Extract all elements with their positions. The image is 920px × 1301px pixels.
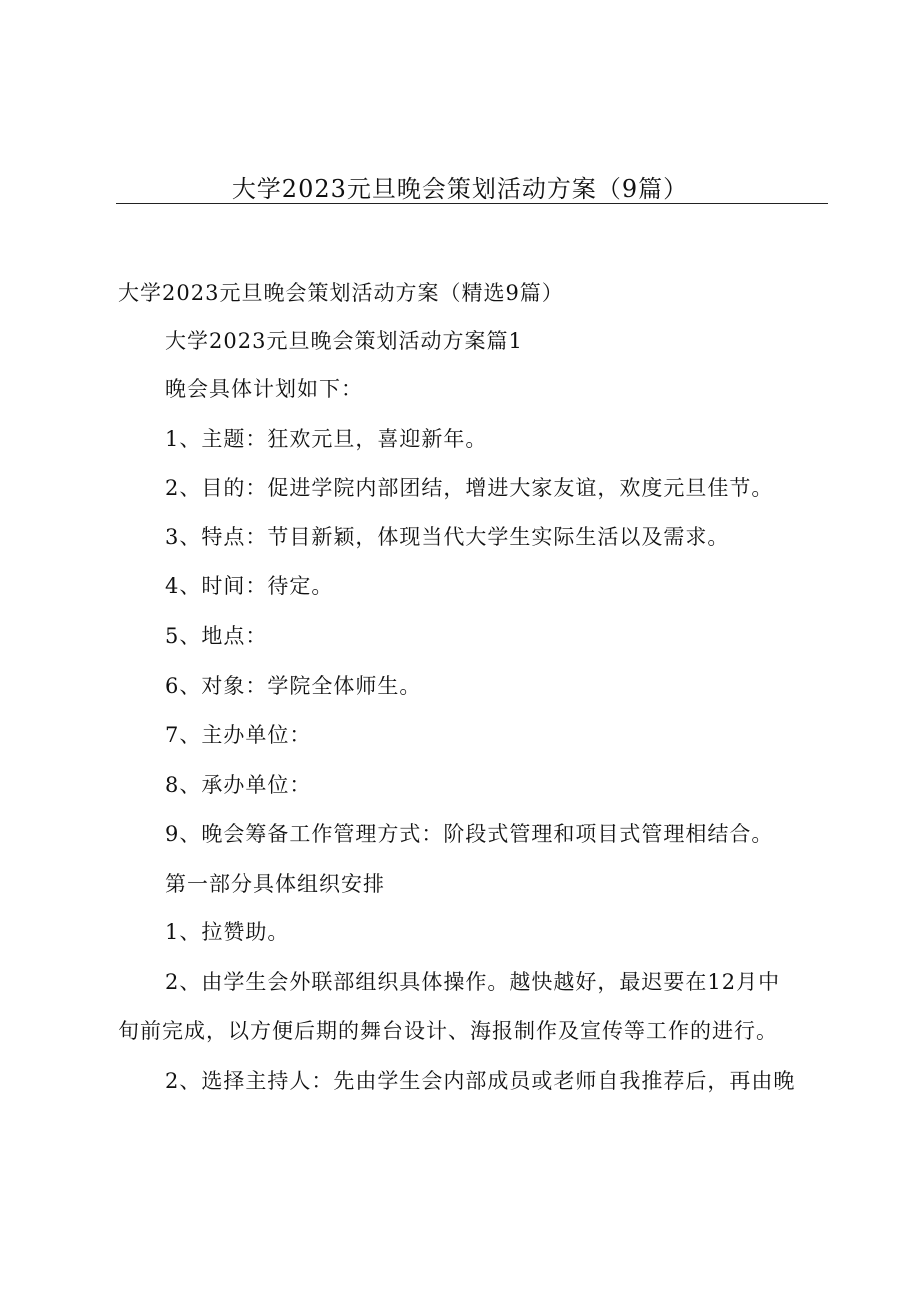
list-item: 6、对象：学院全体师生。 [165,674,422,698]
list-item: 1、主题：狂欢元旦，喜迎新年。 [165,427,488,451]
list-item: 2、目的：促进学院内部团结，增进大家友谊，欢度元旦佳节。 [165,476,774,500]
list-item: 8、承办单位： [165,773,312,797]
page-title: 大学2023元旦晚会策划活动方案（9篇） [231,175,689,203]
section-heading: 大学2023元旦晚会策划活动方案篇1 [165,329,523,353]
list-item: 7、主办单位： [165,723,312,747]
document-subtitle: 大学2023元旦晚会策划活动方案（精选9篇） [118,281,564,305]
intro-text: 晚会具体计划如下： [165,377,363,401]
list-item: 3、特点：节目新颖，体现当代大学生实际生活以及需求。 [165,525,730,549]
paragraph-line: 1、拉赞助。 [165,920,290,944]
list-item: 9、晚会筹备工作管理方式：阶段式管理和项目式管理相结合。 [165,822,774,846]
title-divider [116,203,828,204]
list-item: 4、时间：待定。 [165,574,334,598]
paragraph-line: 旬前完成，以方便后期的舞台设计、海报制作及宣传等工作的进行。 [118,1019,778,1043]
list-item: 5、地点： [165,624,268,648]
paragraph-line: 2、由学生会外联部组织具体操作。越快越好，最迟要在12月中 [165,970,781,994]
part-heading: 第一部分具体组织安排 [165,872,385,896]
paragraph-line: 2、选择主持人：先由学生会内部成员或老师自我推荐后，再由晚 [165,1069,796,1093]
